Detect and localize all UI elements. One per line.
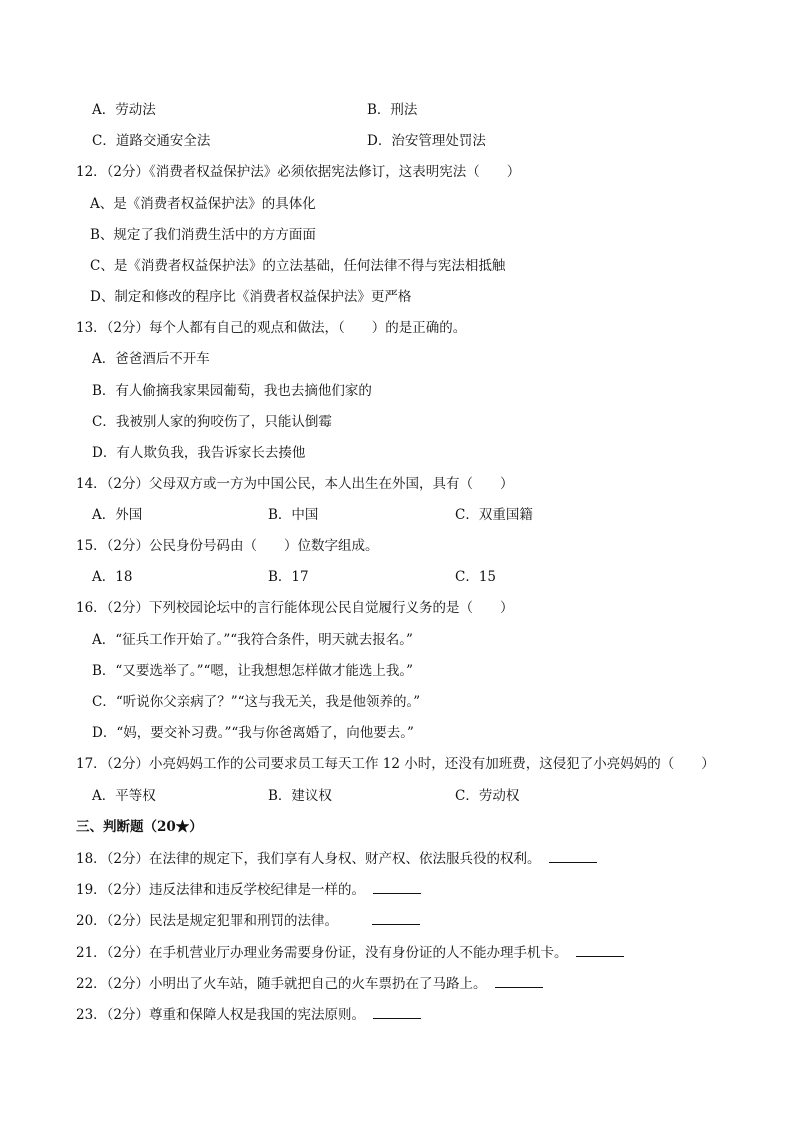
q11-option-b: B．刑法 bbox=[367, 102, 418, 118]
q18-text: 18．（2分）在法律的规定下，我们享有人身权、财产权、依法服兵役的权利。 bbox=[76, 851, 541, 867]
q19-line bbox=[76, 880, 421, 899]
q16-option-b: B．“又要选举了。”“嗯，让我想想怎样做才能选上我。” bbox=[92, 663, 414, 679]
q18-line bbox=[76, 849, 597, 868]
answer-blank[interactable] bbox=[495, 974, 543, 988]
q15-option-a: A．18 bbox=[92, 569, 133, 585]
q17-option-a: A．平等权 bbox=[92, 788, 156, 804]
q20-line bbox=[76, 911, 420, 930]
answer-blank[interactable] bbox=[576, 943, 624, 957]
q16-option-d: D．“妈，要交补习费。”“我与你爸离婚了，向他要去。” bbox=[92, 725, 414, 741]
q22-line bbox=[76, 974, 543, 993]
q14-option-a: A．外国 bbox=[92, 507, 143, 523]
q16-option-a: A．“征兵工作开始了。”“我符合条件，明天就去报名。” bbox=[92, 632, 413, 648]
q17-option-c: C．劳动权 bbox=[455, 788, 520, 804]
q17-stem: 17．（2分）小亮妈妈工作的公司要求员工每天工作 12 小时，还没有加班费，这侵犯了小亮妈妈的（ ） bbox=[76, 756, 715, 772]
q13-option-d: D．有人欺负我，我告诉家长去揍他 bbox=[92, 445, 306, 461]
q11-option-d: D．治安管理处罚法 bbox=[367, 133, 486, 149]
q13-option-b: B．有人偷摘我家果园葡萄，我也去摘他们家的 bbox=[92, 383, 372, 399]
q17-option-b: B．建议权 bbox=[268, 788, 332, 804]
q15-option-b: B．17 bbox=[268, 569, 309, 585]
q23-text: 23．（2分）尊重和保障人权是我国的宪法原则。 bbox=[76, 1007, 366, 1023]
q20-text: 20．（2分）民法是规定犯罪和刑罚的法律。 bbox=[76, 913, 339, 929]
q12-stem: 12．（2分）《消费者权益保护法》必须依据宪法修订，这表明宪法（ ） bbox=[76, 164, 521, 180]
q16-stem: 16．（2分）下列校园论坛中的言行能体现公民自觉履行义务的是（ ） bbox=[76, 600, 514, 616]
answer-blank[interactable] bbox=[549, 849, 597, 863]
q13-stem: 13．（2分）每个人都有自己的观点和做法，（ ）的是正确的。 bbox=[76, 320, 467, 336]
q21-text: 21．（2分）在手机营业厅办理业务需要身份证，没有身份证的人不能办理手机卡。 bbox=[76, 945, 568, 961]
q12-option-a: A、是《消费者权益保护法》的具体化 bbox=[90, 196, 316, 212]
q22-text: 22．（2分）小明出了火车站，随手就把自己的火车票扔在了马路上。 bbox=[76, 976, 487, 992]
q23-line bbox=[76, 1005, 421, 1024]
q11-option-a: A．劳动法 bbox=[92, 102, 156, 118]
q14-option-c: C．双重国籍 bbox=[455, 507, 533, 523]
answer-blank[interactable] bbox=[373, 1005, 421, 1019]
q12-option-b: B、规定了我们消费生活中的方方面面 bbox=[90, 227, 316, 243]
q14-stem: 14．（2分）父母双方或一方为中国公民，本人出生在外国，具有（ ） bbox=[76, 476, 514, 492]
q21-line bbox=[76, 943, 624, 962]
answer-blank[interactable] bbox=[373, 880, 421, 894]
q14-option-b: B．中国 bbox=[268, 507, 319, 523]
q12-option-c: C、是《消费者权益保护法》的立法基础，任何法律不得与宪法相抵触 bbox=[90, 258, 506, 274]
q15-stem: 15．（2分）公民身份号码由（ ）位数字组成。 bbox=[76, 538, 379, 554]
q12-option-d: D、制定和修改的程序比《消费者权益保护法》更严格 bbox=[90, 289, 412, 305]
q11-option-c: C．道路交通安全法 bbox=[92, 133, 211, 149]
q16-option-c: C．“听说你父亲病了？”“这与我无关，我是他领养的。” bbox=[92, 694, 421, 710]
q13-option-c: C．我被别人家的狗咬伤了，只能认倒霉 bbox=[92, 414, 332, 430]
q13-option-a: A．爸爸酒后不开车 bbox=[92, 351, 210, 367]
q19-text: 19．（2分）违反法律和违反学校纪律是一样的。 bbox=[76, 882, 366, 898]
section-heading-true-false: 三、判断题（20★） bbox=[76, 819, 203, 835]
q15-option-c: C．15 bbox=[455, 569, 497, 585]
answer-blank[interactable] bbox=[372, 911, 420, 925]
